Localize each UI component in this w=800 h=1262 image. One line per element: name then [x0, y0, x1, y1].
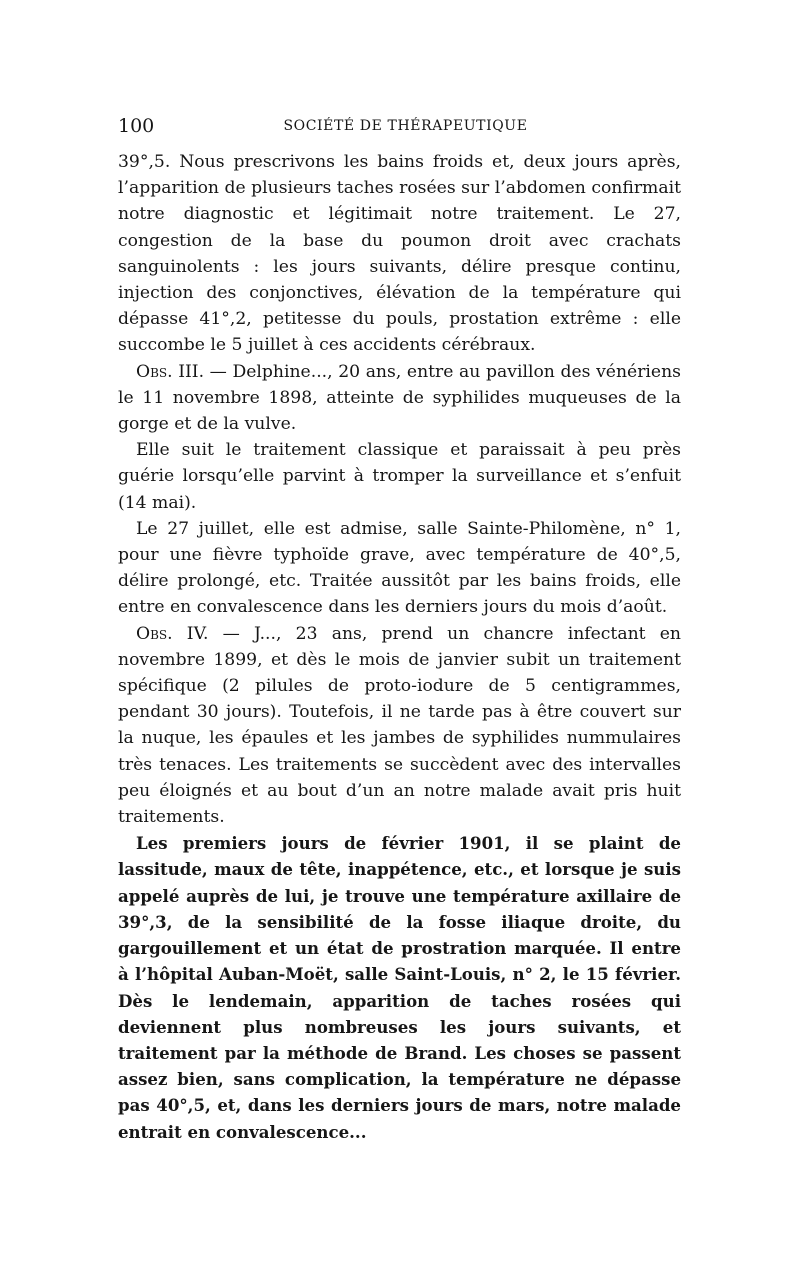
body-text	[118, 149, 681, 1145]
paragraph	[118, 437, 681, 516]
paragraph-text: Les premiers jours de février 1901, il se plaint de lassitude, maux de tête, inappétence, etc., et lorsque je suis appelé auprès de lui, je trouve une température axillaire de 39°,3, de la sensibilité de la fosse iliaque droite, du gargouillement et un état de prostration marquée. Il entre à l’hôpital Auban-Moët, salle Saint-Louis, n° 2, le 15 février. Dès le lendemain, apparition de taches rosées qui deviennent plus nombreuses les jours suivants, et traitement par la méthode de Brand. Les choses se passent assez bien, sans complication, la température ne dépasse pas 40°,5, et, dans les derniers jours de mars, notre malade entrait en convalescence...	[118, 833, 681, 1142]
paragraph-bold	[118, 830, 681, 1144]
paragraph-text: Le 27 juillet, elle est admise, salle Sainte-Philomène, n° 1, pour une fièvre typhoïde grave, avec température de 40°,5, délire prolongé, etc. Traitée aussitôt par les bains froids, elle entre en convalescence dans les derniers jours du mois d’août.	[118, 518, 681, 618]
paragraph-obs-4	[118, 621, 681, 831]
paragraph-obs-3	[118, 359, 681, 438]
running-title: SOCIÉTÉ DE THÉRAPEUTIQUE	[283, 118, 528, 134]
paragraph-text: — Delphine..., 20 ans, entre au pavillon des vénériens le 11 novembre 1898, atteinte de syphilides muqueuses de la gorge et de la vulve.	[118, 361, 681, 435]
paragraph	[118, 516, 681, 621]
paragraph-text: 39°,5. Nous prescrivons les bains froids et, deux jours après, l’apparition de plusieurs taches rosées sur l’abdomen confirmait notre diagnostic et légitimait notre traitement. Le 27, congestion de la base du poumon droit avec crachats sanguinolents : les jours suivants, délire presque continu, injection des conjonctives, élévation de la température qui dépasse 41°,2, petitesse du pouls, prostation extrême : elle succombe le 5 juillet à ces accidents cérébraux.	[118, 152, 681, 356]
running-head	[118, 113, 681, 139]
paragraph-text: Elle suit le traitement classique et paraissait à peu près guérie lorsqu’elle parvint à tromper la surveillance et s’enfuit (14 mai).	[118, 440, 681, 513]
observation-label: Obs. III.	[136, 361, 205, 382]
paragraph-continuation	[118, 149, 681, 359]
page-number: 100	[118, 115, 155, 137]
observation-label: Obs. IV.	[136, 623, 209, 644]
paragraph-text: — J..., 23 ans, prend un chancre infectant en novembre 1899, et dès le mois de janvier subit un traitement spécifique (2 pilules de proto-iodure de 5 centigrammes, pendant 30 jours). Toutefois, il ne tarde pas à être couvert sur la nuque, les épaules et les jambes de syphilides nummulaires très tenaces. Les traitements se succèdent avec des intervalles peu éloignés et au bout d’un an notre malade avait pris huit traitements.	[118, 623, 681, 828]
